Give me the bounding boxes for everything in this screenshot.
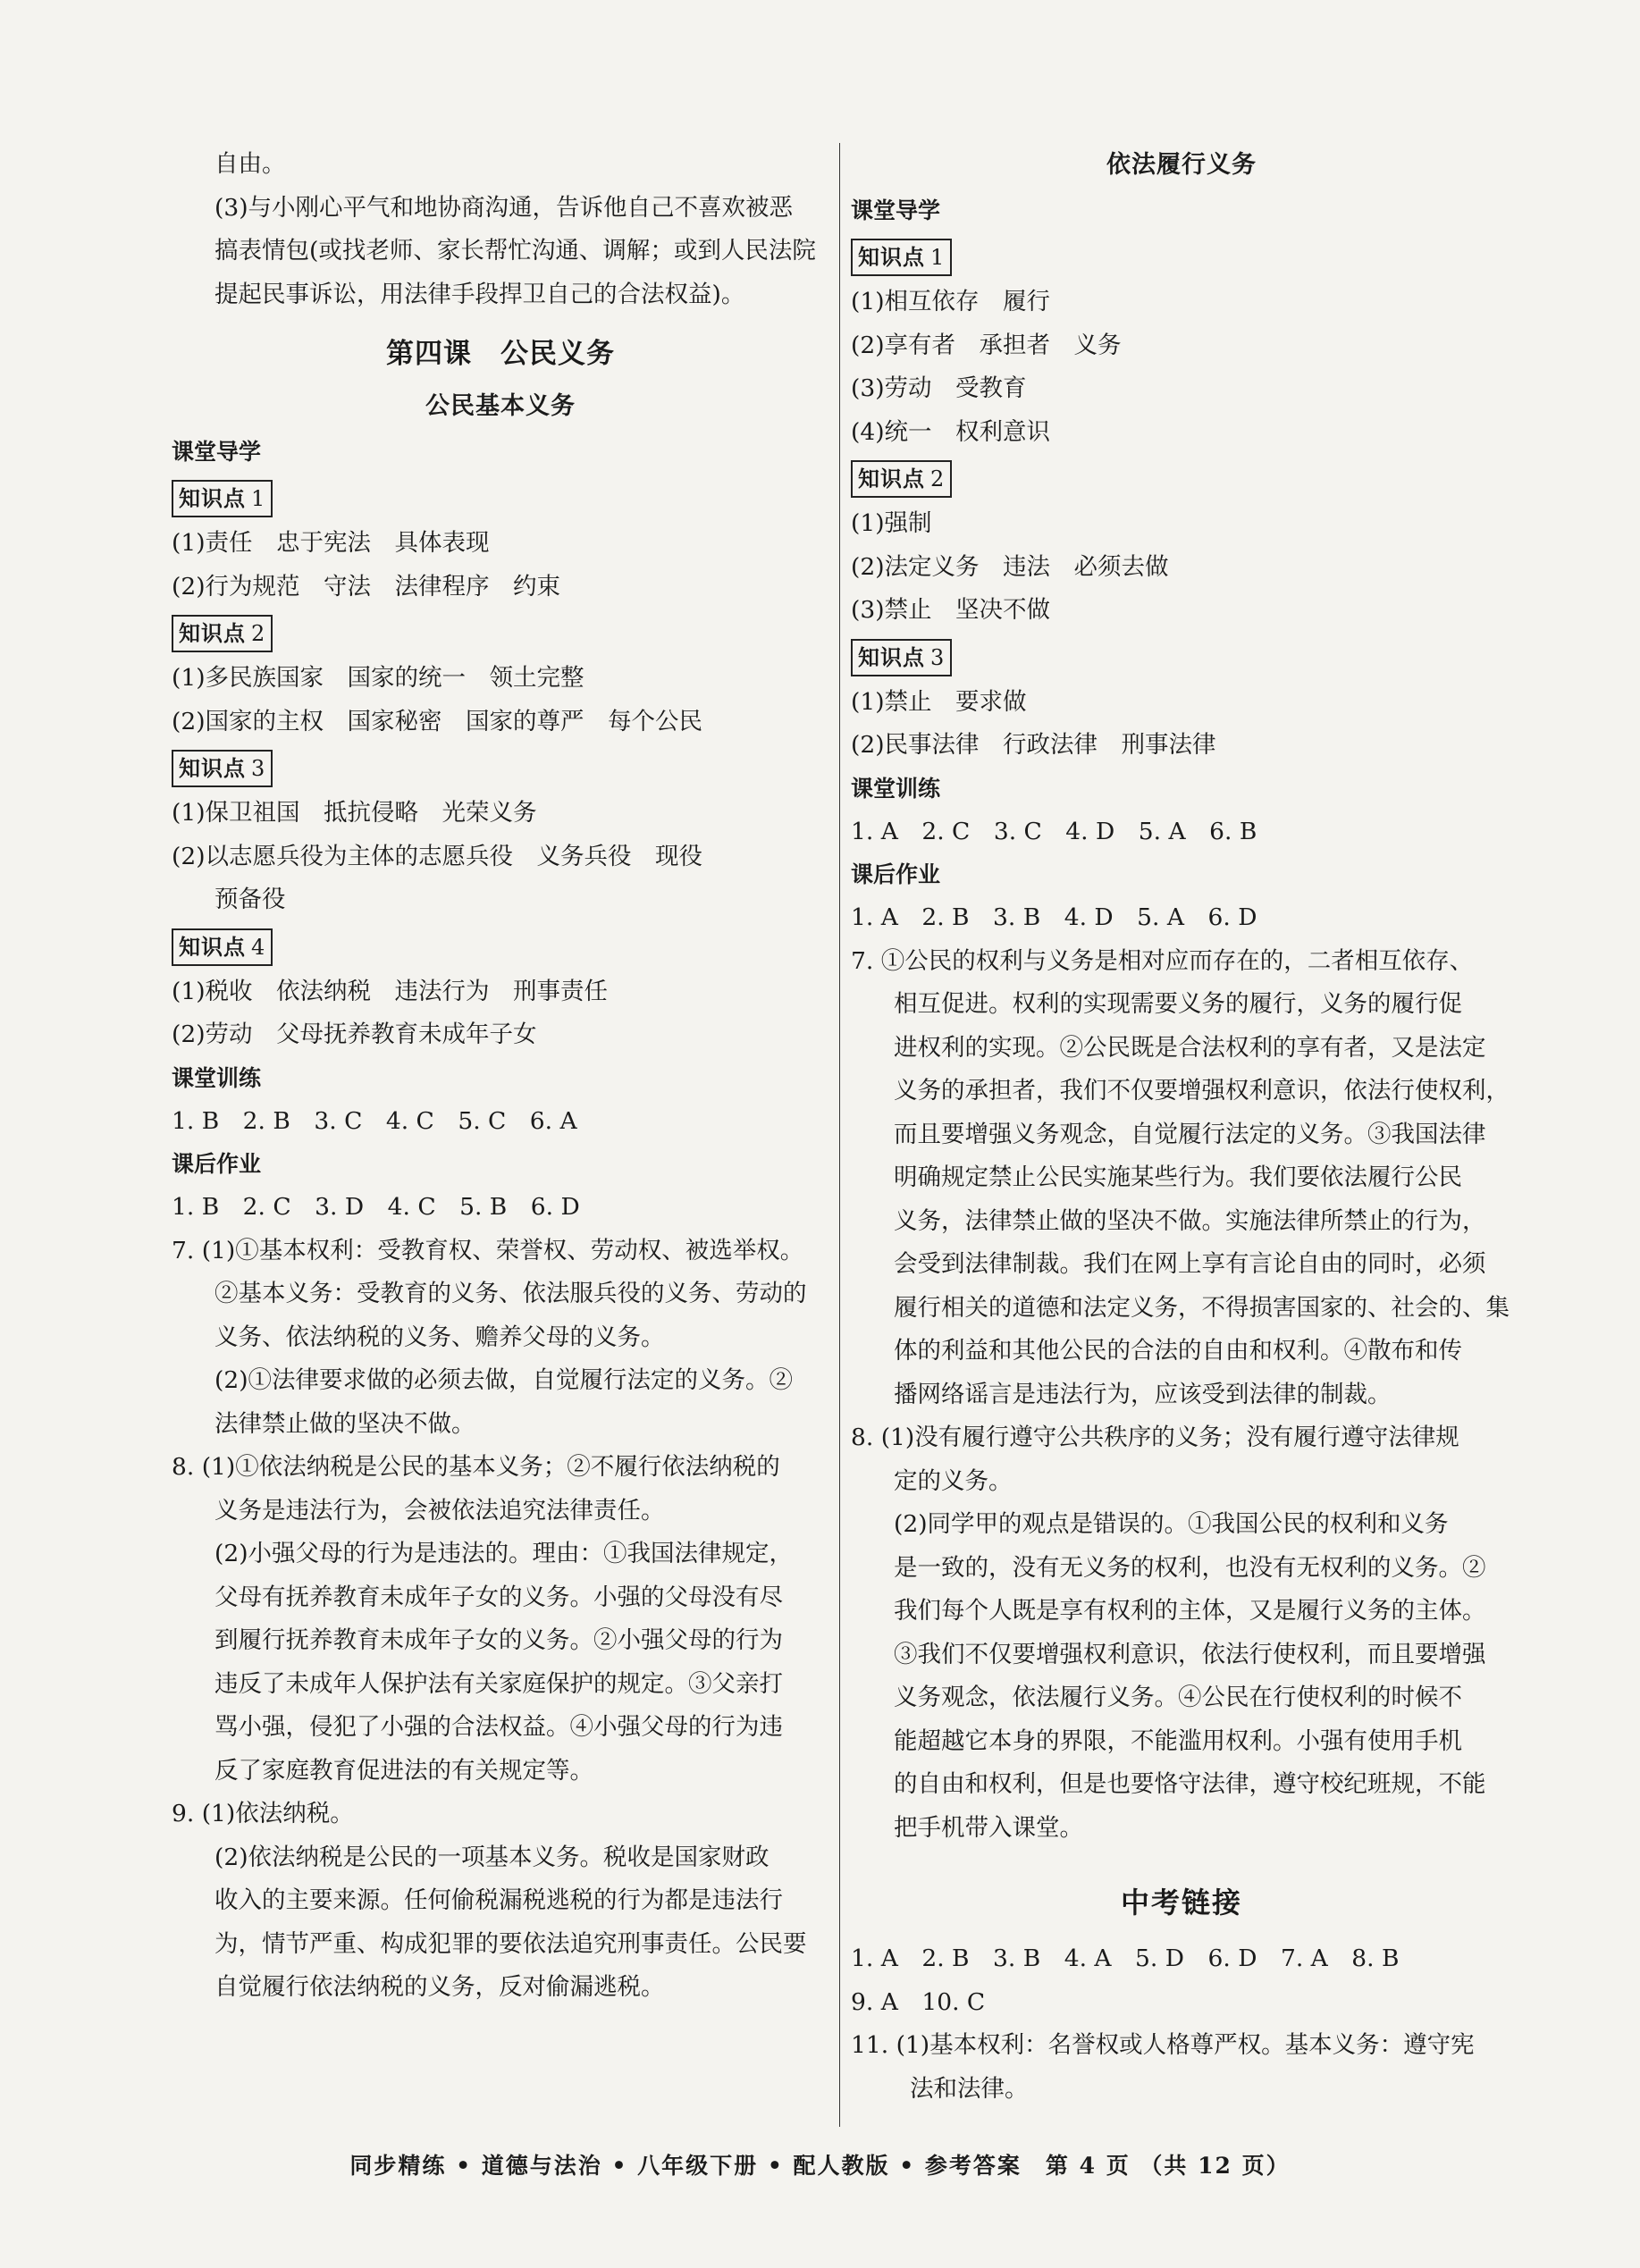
- text-line: (2)民事法律 行政法律 刑事法律: [851, 731, 1216, 759]
- question-8-line: 义务观念，依法履行义务。④公民在行使权利的时候不: [894, 1684, 1462, 1711]
- text-line: (1)税收 依法纳税 违法行为 刑事责任: [172, 977, 609, 1005]
- question-11-line: 11. (1)基本权利：名誉权或人格尊严权。基本义务：遵守宪: [851, 2031, 1475, 2059]
- text-line: (1)相互依存 履行: [851, 288, 1051, 315]
- question-7-line: 法律禁止做的坚决不做。: [214, 1409, 475, 1438]
- question-8-line: 的自由和权利，但是也要恪守法律，遵守校纪班规，不能: [894, 1770, 1486, 1798]
- text-line: (4)统一 权利意识: [851, 417, 1051, 446]
- question-8-line: 是一致的，没有无义务的权利，也没有无权利的义务。②: [894, 1553, 1486, 1582]
- subheading-guide: 课堂导学: [851, 197, 941, 223]
- subheading-homework: 课后作业: [851, 861, 941, 887]
- section-title: 公民基本义务: [425, 392, 576, 420]
- text-line: (3)劳动 受教育: [851, 374, 1027, 402]
- question-7-line: 履行相关的道德和法定义务，不得损害国家的、社会的、集: [894, 1293, 1510, 1322]
- subheading-guide: 课堂导学: [172, 439, 262, 465]
- question-8-line: (2)同学甲的观点是错误的。①我国公民的权利和义务: [894, 1510, 1449, 1538]
- question-8-line: 到履行抚养教育未成年子女的义务。②小强父母的行为: [214, 1626, 783, 1654]
- knowledge-point-badge: 知识点 2: [172, 615, 273, 652]
- question-8-line: 8. (1)没有履行遵守公共秩序的义务；没有履行遵守法律规: [851, 1424, 1459, 1451]
- text-line: 搞表情包(或找老师、家长帮忙沟通、调解；或到人民法院: [214, 237, 816, 265]
- answer-line: 1. A 2. C 3. C 4. D 5. A 6. B: [851, 817, 1257, 845]
- question-8-line: 父母有抚养教育未成年子女的义务。小强的父母没有尽: [214, 1583, 783, 1611]
- exam-link-title: 中考链接: [1120, 1886, 1242, 1919]
- text-line: (3)禁止 坚决不做: [851, 596, 1051, 624]
- text-line: (2)劳动 父母抚养教育未成年子女: [172, 1021, 537, 1048]
- answer-line: 1. B 2. B 3. C 4. C 5. C 6. A: [172, 1106, 577, 1135]
- question-8-line: 违反了未成年人保护法有关家庭保护的规定。③父亲打: [214, 1669, 783, 1698]
- question-8-line: 我们每个人既是享有权利的主体，又是履行义务的主体。: [894, 1597, 1486, 1625]
- question-7-line: 而且要增强义务观念，自觉履行法定的义务。③我国法律: [894, 1120, 1486, 1148]
- question-7-line: 义务，法律禁止做的坚决不做。实施法律所禁止的行为，: [894, 1206, 1486, 1235]
- knowledge-point-badge: 知识点 2: [851, 460, 952, 498]
- knowledge-point-badge: 知识点 1: [851, 239, 952, 276]
- answer-line: 1. B 2. C 3. D 4. C 5. B 6. D: [172, 1193, 580, 1221]
- text-line: (2)以志愿兵役为主体的志愿兵役 义务兵役 现役: [172, 842, 703, 870]
- knowledge-point-badge: 知识点 1: [172, 480, 273, 517]
- knowledge-point-badge: 知识点 4: [172, 928, 273, 966]
- question-8-line: 骂小强，侵犯了小强的合法权益。④小强父母的行为违: [214, 1713, 783, 1741]
- question-7-line: 进权利的实现。②公民既是合法权利的享有者，又是法定: [894, 1033, 1486, 1062]
- question-9-line: (2)依法纳税是公民的一项基本义务。税收是国家财政: [214, 1843, 770, 1871]
- question-8-line: 反了家庭教育促进法的有关规定等。: [214, 1756, 593, 1785]
- answer-line: 1. A 2. B 3. B 4. D 5. A 6. D: [851, 903, 1257, 931]
- text-line: 自由。: [214, 150, 286, 178]
- knowledge-point-badge: 知识点 3: [172, 750, 273, 787]
- right-column: [851, 143, 1512, 2111]
- question-9-line: 自觉履行依法纳税的义务，反对偷漏逃税。: [214, 1973, 665, 2001]
- question-7-line: 义务、依法纳税的义务、赡养父母的义务。: [214, 1323, 665, 1351]
- section-title: 依法履行义务: [1106, 151, 1257, 179]
- text-line: (1)责任 忠于宪法 具体表现: [172, 529, 490, 557]
- question-8-line: 8. (1)①依法纳税是公民的基本义务；②不履行依法纳税的: [172, 1453, 780, 1481]
- question-8-line: ③我们不仅要增强权利意识，依法行使权利，而且要增强: [894, 1640, 1486, 1668]
- column-divider: [839, 143, 840, 2127]
- lesson-title: 第四课 公民义务: [386, 338, 615, 370]
- text-line: (2)法定义务 违法 必须去做: [851, 552, 1169, 581]
- question-7-line: 7. ①公民的权利与义务是相对应而存在的，二者相互依存、: [851, 946, 1474, 975]
- question-7-line: 播网络谣言是违法行为，应该受到法律的制裁。: [894, 1380, 1392, 1408]
- question-8-line: 定的义务。: [894, 1466, 1013, 1495]
- knowledge-point-badge: 知识点 3: [851, 639, 952, 676]
- subheading-homework: 课后作业: [172, 1151, 262, 1177]
- text-line: (2)国家的主权 国家秘密 国家的尊严 每个公民: [172, 707, 703, 735]
- question-7-line: 相互促进。权利的实现需要义务的履行，义务的履行促: [894, 990, 1462, 1018]
- subheading-training: 课堂训练: [851, 775, 941, 802]
- question-7-line: 义务的承担者，我们不仅要增强权利意识，依法行使权利，: [894, 1077, 1510, 1105]
- text-line: (1)禁止 要求做: [851, 687, 1027, 716]
- answer-line: 9. A 10. C: [851, 1987, 986, 2016]
- page-footer: 同步精练 • 道德与法治 • 八年级下册 • 配人教版 • 参考答案 第 4 页 （共 12 页）: [349, 2153, 1291, 2179]
- text-line: (1)多民族国家 国家的统一 领土完整: [172, 664, 585, 692]
- question-9-line: 9. (1)依法纳税。: [172, 1800, 354, 1827]
- text-line: (1)保卫祖国 抵抗侵略 光荣义务: [172, 799, 537, 827]
- text-line: (1)强制: [851, 509, 932, 537]
- question-11-line: 法和法律。: [910, 2074, 1029, 2103]
- subheading-training: 课堂训练: [172, 1064, 262, 1091]
- question-7-line: 会受到法律制裁。我们在网上享有言论自由的同时，必须: [894, 1250, 1486, 1278]
- question-9-line: 为，情节严重、构成犯罪的要依法追究刑事责任。公民要: [214, 1929, 807, 1958]
- text-line: (2)享有者 承担者 义务: [851, 331, 1122, 359]
- text-line: 预备役: [214, 886, 286, 913]
- answer-line: 1. A 2. B 3. B 4. A 5. D 6. D 7. A 8. B: [851, 1945, 1400, 1972]
- question-8-line: 把手机带入课堂。: [894, 1813, 1083, 1842]
- question-9-line: 收入的主要来源。任何偷税漏税逃税的行为都是违法行: [214, 1886, 783, 1914]
- text-line: 提起民事诉讼，用法律手段捍卫自己的合法权益)。: [214, 280, 745, 308]
- left-column: [172, 143, 829, 2010]
- question-7-line: (2)①法律要求做的必须去做，自觉履行法定的义务。②: [214, 1366, 794, 1394]
- text-line: (2)行为规范 守法 法律程序 约束: [172, 572, 561, 601]
- question-8-line: 义务是违法行为，会被依法追究法律责任。: [214, 1496, 665, 1525]
- question-7-line: 明确规定禁止公民实施某些行为。我们要依法履行公民: [894, 1163, 1462, 1191]
- question-8-line: 能超越它本身的界限，不能滥用权利。小强有使用手机: [894, 1726, 1462, 1755]
- text-line: (3)与小刚心平气和地协商沟通，告诉他自己不喜欢被恶: [214, 193, 794, 222]
- question-7-line: 体的利益和其他公民的合法的自由和权利。④散布和传: [894, 1337, 1462, 1365]
- question-8-line: (2)小强父母的行为是违法的。理由：①我国法律规定，: [214, 1540, 794, 1567]
- question-7-line: 7. (1)①基本权利：受教育权、荣誉权、劳动权、被选举权。: [172, 1236, 804, 1264]
- question-7-line: ②基本义务：受教育的义务、依法服兵役的义务、劳动的: [214, 1280, 807, 1307]
